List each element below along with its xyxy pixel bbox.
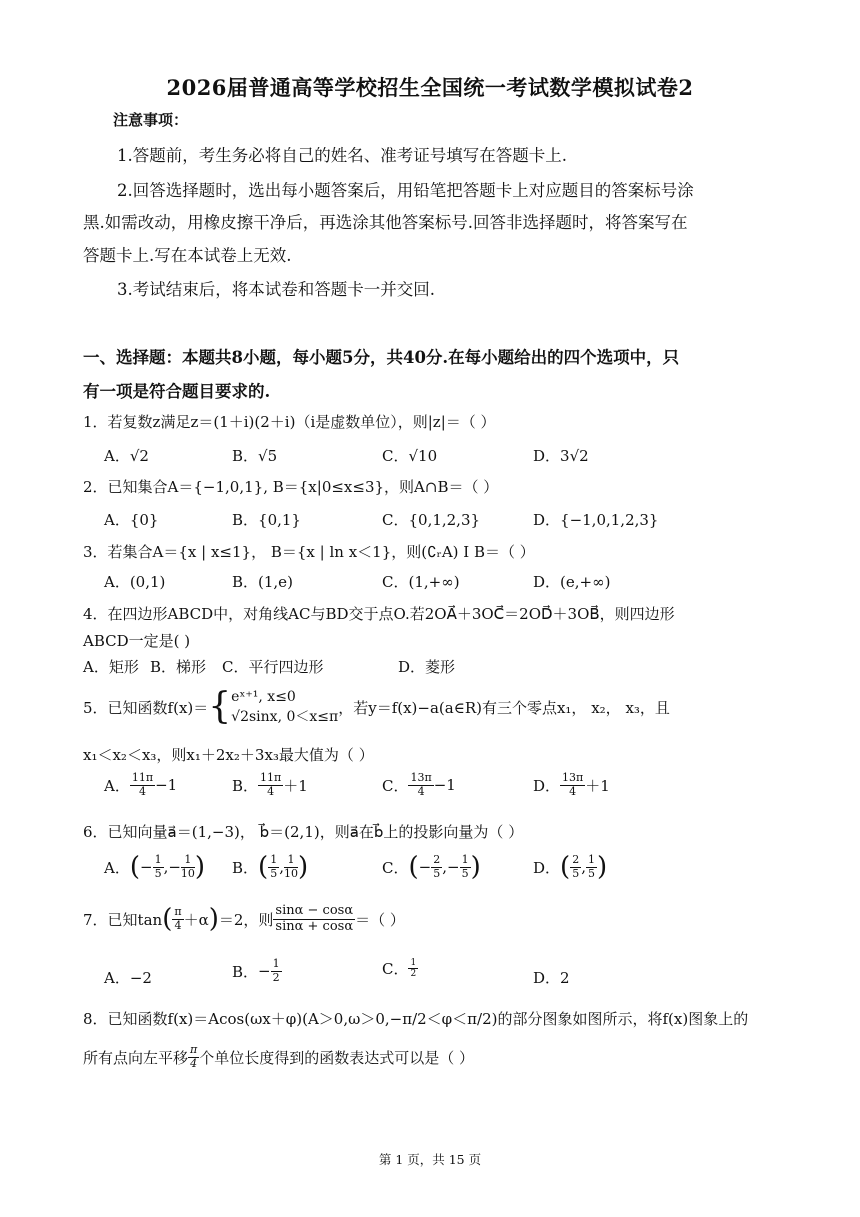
option-tail: ＋1 [283,776,308,795]
fraction: $\frac{\pi}{4}$ [174,905,182,932]
question-1-option-c[interactable]: C．√10 [382,447,438,465]
note-1: 1.答题前，考生务必将自己的姓名、准考证号填写在答题卡上. [117,146,567,165]
question-5-option-a[interactable] [104,772,177,798]
question-5-cases [231,687,338,728]
question-5-case-1: eˣ⁺¹, x≤0 [231,688,296,705]
question-5-option-d[interactable] [533,772,610,798]
page-title: 2026届普通高等学校招生全国统一考试数学模拟试卷2 [166,75,694,100]
question-7-stem: 7．已知tan ( $\frac{\pi}{4}$ ＋α ) ＝2，则 $\frac{\sin\alpha - \cos\alpha}{\sin\alpha + \cos\alpha}$ ＝（ ） [83,903,405,935]
question-2-option-a[interactable]: A．{0} [104,511,159,529]
option-letter: B． [232,962,259,981]
option-letter: B． [232,776,259,795]
section-heading-line1: 一、选择题：本题共8小题，每小题5分，共40分.在每小题给出的四个选项中，只 [83,348,680,367]
fraction: $\frac{\sin\alpha - \cos\alpha}{\sin\alpha + \cos\alpha}$ [275,903,354,934]
option-letter: A． [104,858,130,877]
question-7-option-d[interactable]: D．2 [533,968,570,987]
fraction: $\frac{\pi}{4}$ [190,1043,198,1070]
question-6-option-d[interactable]: D． ( $\frac{2}{5}$ , $\frac{1}{5}$ ) [533,852,608,882]
fraction: $\frac{1}{5}$ [154,852,162,880]
question-7-alpha: ＋α [183,910,209,929]
question-4-stem-line2: ABCD一定是( ) [83,632,191,650]
fraction: $\frac{1}{5}$ [461,852,469,880]
question-7-mid: ＝2，则 [218,910,274,929]
question-6-stem: 6．已知向量a⃗＝(1,−3)， b⃗＝(2,1)，则a⃗在b⃗上的投影向量为（ ） [83,823,524,841]
question-6-option-a[interactable]: A． ( − $\frac{1}{5}$ ,− $\frac{1}{10}$ ) [104,852,206,882]
question-7-option-c[interactable] [382,958,418,980]
note-2-line2: 黑.如需改动，用橡皮擦干净后，再选涂其他答案标号.回答非选择题时，将答案写在 [83,213,688,232]
question-5-case-2: √2sinx, 0＜x≤π [231,709,339,725]
fraction: $\frac{11\pi}{4}$ [131,771,154,798]
question-7-option-a[interactable]: A．−2 [104,968,152,987]
question-8-stem: 8．已知函数f(x)＝Acos(ωx＋φ)(A＞0,ω＞0,−π/2＜φ＜π/2)的部分图象如图所示，将f(x)图象上的 [83,1010,749,1028]
note-3: 3.考试结束后，将本试卷和答题卡一并交回. [117,280,435,299]
fraction: $\frac{2}{5}$ [433,852,441,880]
question-5-option-c[interactable] [382,772,456,798]
notes-heading: 注意事项： [113,111,189,129]
question-3-option-a[interactable]: A．(0,1) [104,573,166,591]
option-letter: C． [382,858,409,877]
question-5-stem-line2: x₁＜x₂＜x₃，则x₁＋2x₂＋3x₃最大值为（ ） [83,746,374,764]
question-3-option-d[interactable]: D．(e,+∞) [533,573,611,591]
fraction: $\frac{13\pi}{4}$ [562,771,584,798]
question-7-prefix: 7．已知tan [83,910,163,929]
option-letter: D． [533,858,561,877]
question-2-option-c[interactable]: C．{0,1,2,3} [382,511,481,529]
fraction: $\frac{1}{2}$ [410,958,417,980]
fraction: $\frac{11\pi}{4}$ [260,771,282,798]
question-2-option-b[interactable]: B．{0,1} [232,511,301,529]
question-3-stem: 3．若集合A＝{x | x≤1}， B＝{x | ln x＜1}，则(∁ᵣA) I B＝（ ） [83,543,535,561]
note-2-line1: 2.回答选择题时，选出每小题答案后，用铅笔把答题卡上对应题目的答案标号涂 [117,181,694,200]
question-5-stem [83,683,670,731]
question-8-suffix: 个单位长度得到的函数表达式可以是（ ） [199,1048,475,1067]
question-4-option-a[interactable]: A．矩形 [83,658,139,676]
question-1-option-b[interactable]: B．√5 [232,447,278,465]
option-letter: B． [232,858,259,877]
fraction: $\frac{1}{5}$ [270,852,278,880]
question-8-stem-line2 [83,1044,474,1070]
fraction: $\frac{1}{5}$ [587,852,595,880]
option-letter: C． [382,960,409,979]
question-3-option-b[interactable]: B．(1,e) [232,573,293,591]
question-4-option-d[interactable]: D．菱形 [398,658,456,676]
question-6-option-c[interactable]: C． ( − $\frac{2}{5}$ ,− $\frac{1}{5}$ ) [382,852,481,882]
question-4-option-b[interactable]: B．梯形 [150,658,207,676]
question-2-option-d[interactable]: D．{−1,0,1,2,3} [533,511,659,529]
piecewise-brace-icon: { [208,686,232,727]
question-5-prefix: 5．已知函数f(x)＝ [83,698,209,717]
option-letter: C． [382,776,409,795]
question-4-option-c[interactable]: C．平行四边形 [222,658,324,676]
question-1-option-a[interactable]: A．√2 [104,447,149,465]
note-2-line3: 答题卡上.写在本试卷上无效. [83,246,292,265]
question-1-stem: 1．若复数z满足z＝(1＋i)(2＋i)（i是虚数单位），则|z|＝（ ） [83,413,496,431]
question-1-option-d[interactable]: D．3√2 [533,447,589,465]
fraction: $\frac{2}{5}$ [572,852,580,880]
fraction: $\frac{1}{10}$ [283,852,298,880]
question-7-suffix: ＝（ ） [355,910,405,929]
question-5-option-b[interactable] [232,772,308,798]
question-3-option-c[interactable]: C．(1,+∞) [382,573,460,591]
question-2-stem: 2．已知集合A＝{−1,0,1}, B＝{x|0≤x≤3}，则A∩B＝（ ） [83,478,499,496]
option-tail: −1 [433,776,456,795]
question-8-prefix: 所有点向左平移 [83,1048,189,1067]
fraction: $\frac{1}{10}$ [180,852,195,880]
option-letter: A． [104,776,130,795]
section-heading-line2: 有一项是符合题目要求的. [83,382,271,401]
question-6-option-b[interactable]: B． ( $\frac{1}{5}$ , $\frac{1}{10}$ ) [232,852,309,882]
question-7-option-b[interactable]: B． − $\frac{1}{2}$ [232,957,280,984]
question-4-stem: 4．在四边形ABCD中，对角线AC与BD交于点O.若2OA⃗＋3OC⃗＝2OD⃗＋3OB⃗，则四边形 [83,605,675,623]
option-tail: ＋1 [585,776,610,795]
fraction: $\frac{13\pi}{4}$ [410,771,432,798]
page-footer: 第 1 页，共 15 页 [378,1152,482,1167]
option-letter: D． [533,776,561,795]
fraction: $\frac{1}{2}$ [272,957,280,984]
question-5-suffix: ，若y＝f(x)−a(a∈R)有三个零点x₁， x₂， x₃，且 [338,698,670,717]
option-tail: −1 [155,776,178,795]
